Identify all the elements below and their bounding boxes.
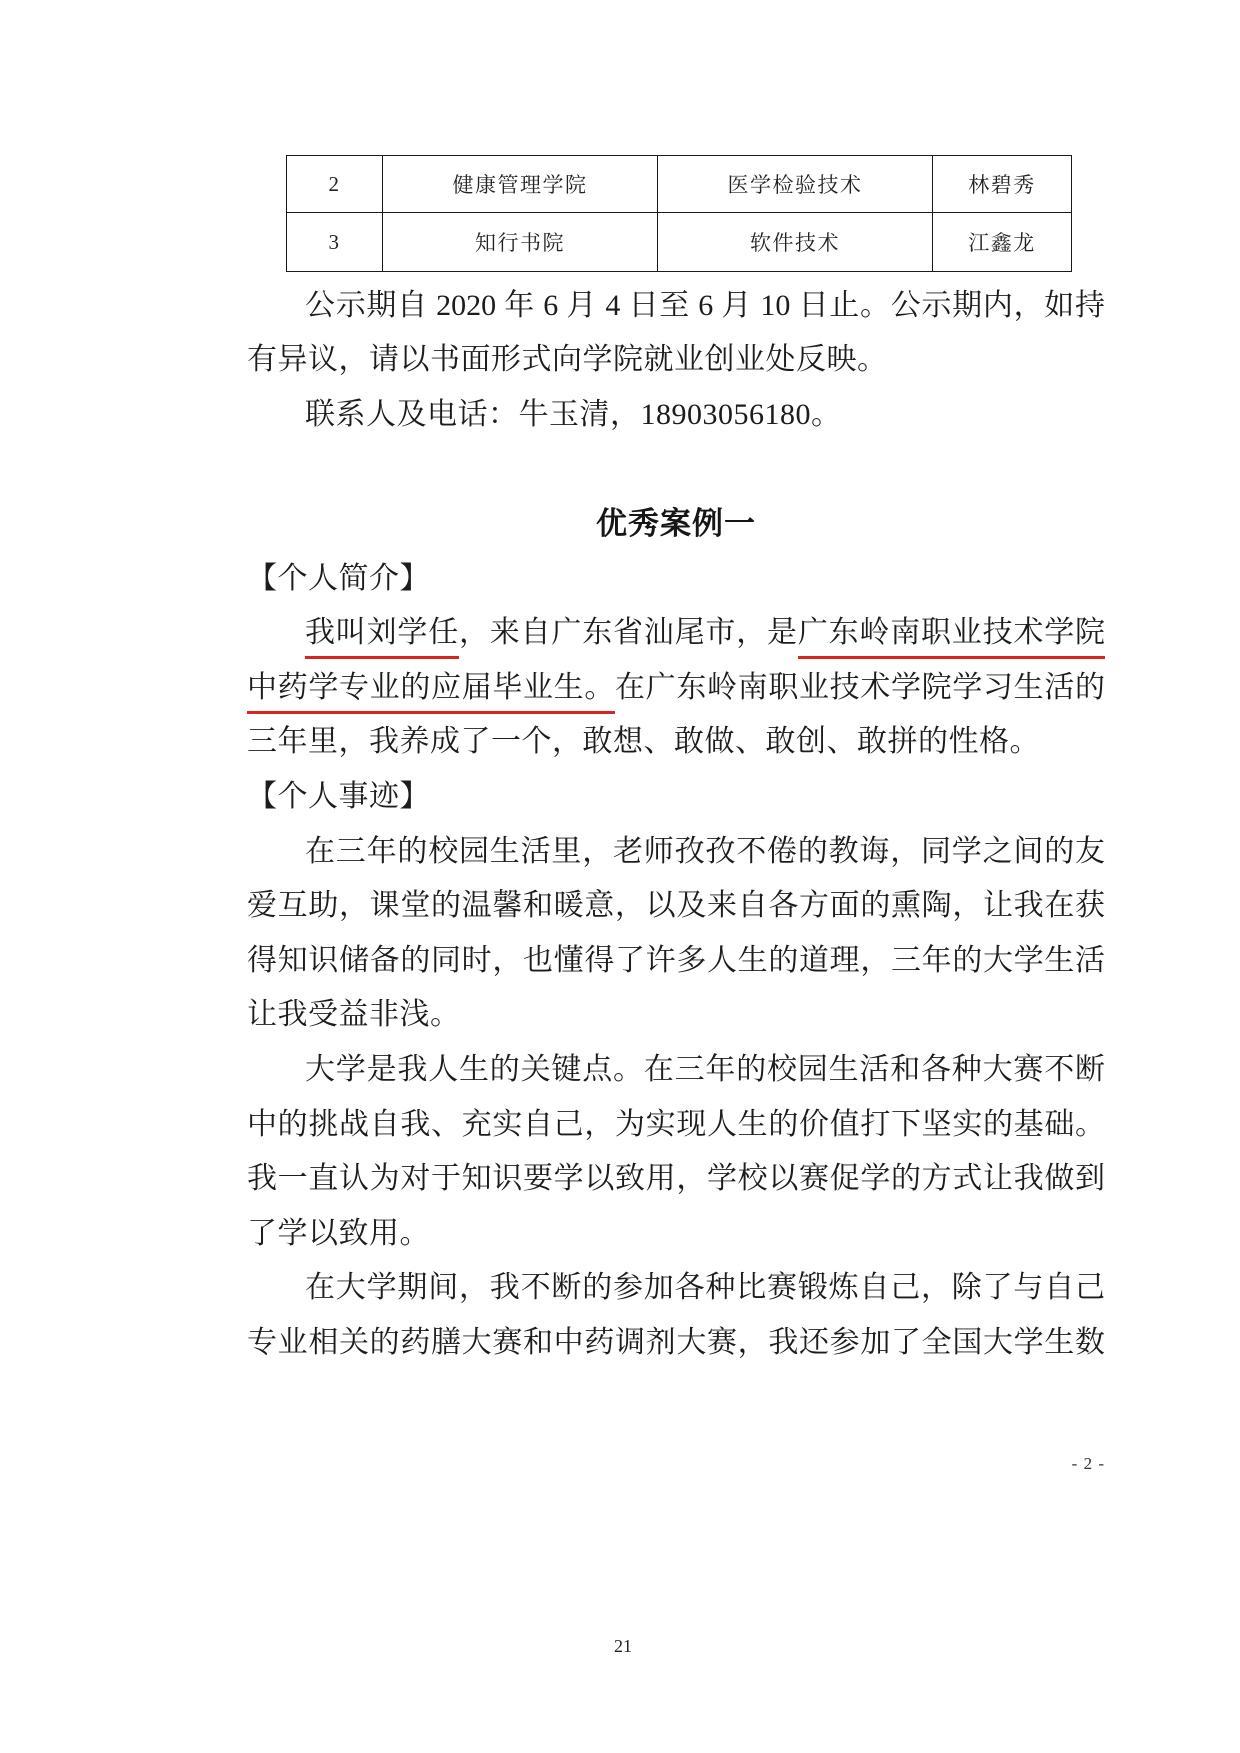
cell-college: 健康管理学院 — [383, 156, 658, 213]
cell-major: 医学检验技术 — [658, 156, 933, 213]
blank-line — [247, 442, 1105, 497]
cell-student-name: 江鑫龙 — [933, 213, 1072, 272]
paragraph-line: 让我受益非浅。 — [247, 998, 461, 1032]
paragraph-line: 在大学期间，我不断的参加各种比赛锻炼自己，除了与自己 — [305, 1271, 1105, 1305]
section-heading-intro: 【个人简介】 — [247, 561, 430, 595]
intro-line — [247, 606, 1105, 661]
intro-text-segment: 我叫刘学任 — [305, 616, 459, 659]
contact-line: 联系人及电话：牛玉清，18903056180。 — [305, 397, 842, 431]
intro-text-segment: 三年里，我养成了一个，敢想、敢做、敢创、敢拼的性格。 — [247, 725, 1040, 759]
page-number: 21 — [614, 1636, 632, 1656]
table-row — [287, 156, 1072, 213]
notice-line: 有异议，请以书面形式向学院就业创业处反映。 — [247, 343, 888, 377]
cell-index: 3 — [287, 213, 383, 272]
paragraph-line: 在三年的校园生活里，老师孜孜不倦的教诲，同学之间的友 — [305, 834, 1105, 868]
paragraph-line: 了学以致用。 — [247, 1216, 430, 1250]
intro-line — [247, 715, 1105, 770]
intro-text-segment: 在广东岭南职业技术学院学习生活的 — [615, 670, 1105, 704]
paragraph-line: 我一直认为对于知识要学以致用，学校以赛促学的方式让我做到 — [247, 1162, 1105, 1196]
case-title: 优秀案例一 — [596, 506, 756, 543]
cell-student-name: 林碧秀 — [933, 156, 1072, 213]
intro-text-segment: 广东岭南职业技术学院 — [798, 616, 1105, 659]
paragraph-line: 爱互助，课堂的温馨和暖意，以及来自各方面的熏陶，让我在获 — [247, 889, 1105, 923]
paragraph-line: 大学是我人生的关键点。在三年的校园生活和各种大赛不断 — [305, 1053, 1105, 1086]
section-heading-deeds: 【个人事迹】 — [247, 780, 430, 814]
intro-line — [247, 661, 1105, 716]
award-list-table — [286, 155, 1072, 272]
paragraph-line: 专业相关的药膳大赛和中药调剂大赛，我还参加了全国大学生数 — [247, 1325, 1105, 1359]
cell-major: 软件技术 — [658, 213, 933, 272]
paragraph-line: 得知识储备的同时，也懂得了许多人生的道理，三年的大学生活 — [247, 943, 1105, 977]
intro-text-segment: 中药学专业的应届毕业生。 — [247, 671, 615, 714]
intro-text-segment: ，来自广东省汕尾市，是 — [459, 616, 798, 650]
body-text — [247, 279, 1105, 1371]
notice-line: 公示期自 2020 年 6 月 4 日至 6 月 10 日止。公示期内，如持 — [305, 288, 1105, 322]
cell-college: 知行书院 — [383, 213, 658, 272]
paragraph-line: 中的挑战自我、充实自己，为实现人生的价值打下坚实的基础。 — [247, 1107, 1105, 1141]
cell-index: 2 — [287, 156, 383, 213]
section-page-number: - 2 - — [1071, 1454, 1105, 1473]
table-row — [287, 213, 1072, 272]
